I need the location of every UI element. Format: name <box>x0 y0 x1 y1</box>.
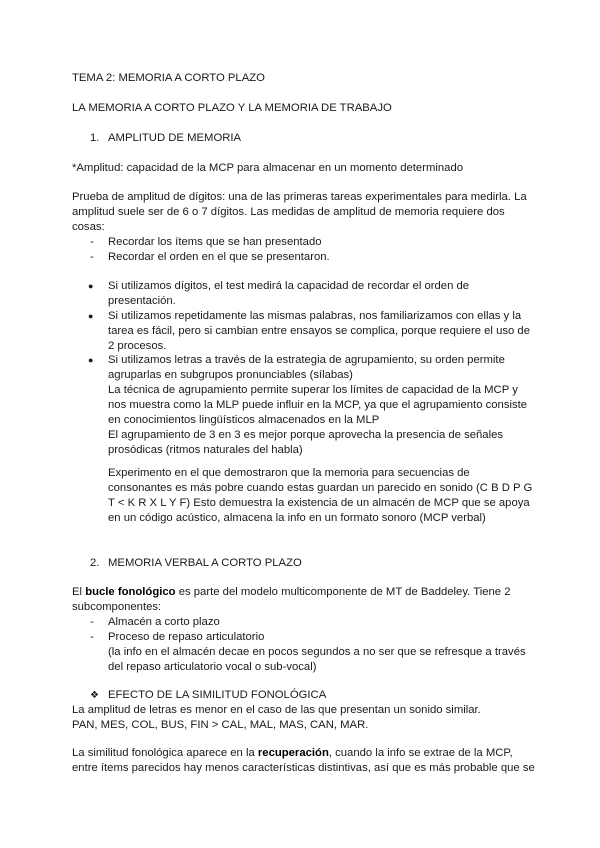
bullet-line: prosódicas (ritmos naturales del habla) <box>108 444 303 456</box>
paragraph-line: La similitud fonológica aparece en la recuperación, cuando la info se extrae de la MCP, <box>72 747 513 759</box>
list-item <box>72 630 534 645</box>
diamond-marker-icon: ❖ <box>90 690 99 701</box>
bullet-marker: ● <box>88 355 94 365</box>
paragraph-line: T < K R X L Y F) Esto demuestra la existencia de un almacén de MCP que se apoya <box>108 497 530 509</box>
bullet-line: Si utilizamos repetidamente las mismas palabras, nos familiarizamos con ellas y la <box>108 310 522 322</box>
list-item <box>72 250 534 265</box>
bullet-letters <box>72 353 534 458</box>
paragraph-line: en un código acústico, almacena la info en un formato sonoro (MCP verbal) <box>108 512 486 524</box>
bold-term: bucle fonológico <box>85 586 176 598</box>
experiment-paragraph <box>108 466 548 526</box>
bullet-words <box>72 309 534 354</box>
bullet-line: en conocimientos lingüísticos almacenados en la MLP <box>108 414 380 426</box>
section-2-number: 2. <box>90 557 100 569</box>
paragraph-line: cosas: <box>72 221 105 233</box>
paragraph-line: entre ítems parecidos hay menos características distintivas, así que es más probable que se <box>72 762 535 774</box>
list-item-text: Recordar los ítems que se han presentado <box>108 236 322 248</box>
effect-paragraph <box>72 703 534 733</box>
bullet-line: Si utilizamos letras a través de la estrategia de agrupamiento, su orden permite <box>108 354 505 366</box>
bullet-digits <box>72 279 534 309</box>
paragraph-line: Prueba de amplitud de dígitos: una de las primeras tareas experimentales para medirla. La <box>72 191 527 203</box>
bullet-line: presentación. <box>108 295 176 307</box>
bullet-line: La técnica de agrupamiento permite superar los límites de capacidad de la MCP y <box>108 384 518 396</box>
document-subtitle: LA MEMORIA A CORTO PLAZO Y LA MEMORIA DE TRABAJO <box>72 102 392 114</box>
dash-marker: - <box>90 236 94 248</box>
list-item-text: Recordar el orden en el que se presentaron. <box>108 251 330 263</box>
paragraph-line: PAN, MES, COL, BUS, FIN > CAL, MAL, MAS, CAN, MAR. <box>72 719 369 731</box>
effect-title: EFECTO DE LA SIMILITUD FONOLÓGICA <box>108 689 327 701</box>
requirements-list <box>72 235 534 265</box>
phonological-loop-paragraph <box>72 585 534 615</box>
list-item <box>72 615 534 630</box>
amplitude-definition: *Amplitud: capacidad de la MCP para almacenar en un momento determinado <box>72 162 464 174</box>
dash-marker: - <box>90 616 94 628</box>
dash-marker: - <box>90 251 94 263</box>
document-title: TEMA 2: MEMORIA A CORTO PLAZO <box>72 72 265 84</box>
paragraph-line: amplitud suele ser de 6 o 7 dígitos. Las medidas de amplitud de memoria requiere dos <box>72 206 505 218</box>
bold-term: recuperación <box>257 747 329 759</box>
bullet-marker: ● <box>88 311 94 321</box>
paragraph-line: consonantes es más pobre cuando estas guardan un parecido en sonido (C B D P G <box>108 482 533 494</box>
bullet-line: tarea es fácil, pero si cambian entre ensayos se complica, porque requiere el uso de <box>108 325 530 337</box>
digit-span-paragraph <box>72 190 534 235</box>
section-2-title: MEMORIA VERBAL A CORTO PLAZO <box>108 557 302 569</box>
bullet-line: Si utilizamos dígitos, el test medirá la capacidad de recordar el orden de <box>108 280 470 292</box>
note-line: (la info en el almacén decae en pocos segundos a no ser que se refresque a través <box>108 646 526 658</box>
subcomponents-list <box>72 615 534 675</box>
list-item-text: Almacén a corto plazo <box>108 616 220 628</box>
list-item <box>72 235 534 250</box>
section-1-title: AMPLITUD DE MEMORIA <box>108 132 242 144</box>
section-1-number: 1. <box>90 132 100 144</box>
paragraph-line: subcomponentes: <box>72 601 162 613</box>
bullet-line: agruparlas en subgrupos pronunciables (sílabas) <box>108 369 353 381</box>
bullet-line: El agrupamiento de 3 en 3 es mejor porque aprovecha la presencia de señales <box>108 429 504 441</box>
note-line: del repaso articulatorio vocal o sub-vocal) <box>108 661 317 673</box>
dash-marker: - <box>90 631 94 643</box>
retrieval-paragraph <box>72 746 534 776</box>
list-item-note <box>108 645 534 675</box>
paragraph-line: Experimento en el que demostraron que la memoria para secuencias de <box>108 467 470 479</box>
bullet-line: nos muestra como la MLP puede influir en la MCP, ya que el agrupamiento consiste <box>108 399 528 411</box>
paragraph-line: El bucle fonológico es parte del modelo multicomponente de MT de Baddeley. Tiene 2 <box>72 586 511 598</box>
paragraph-line: La amplitud de letras es menor en el caso de las que presentan un sonido similar. <box>72 704 481 716</box>
bullet-line: 2 procesos. <box>108 340 167 352</box>
list-item-text: Proceso de repaso articulatorio <box>108 631 265 643</box>
bullet-marker: ● <box>88 281 94 291</box>
